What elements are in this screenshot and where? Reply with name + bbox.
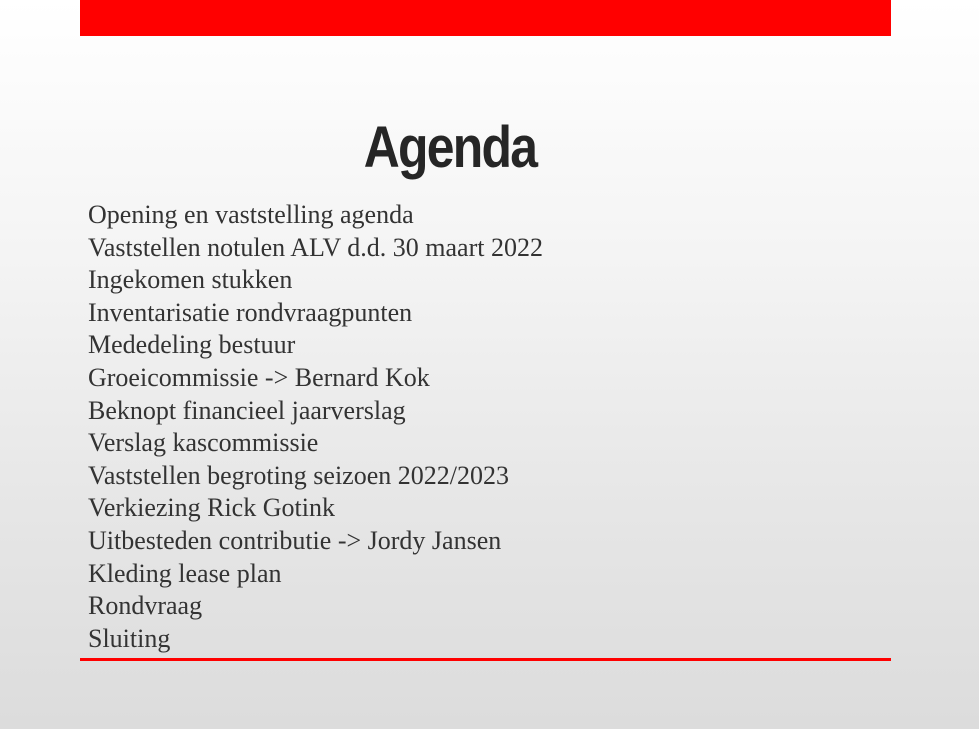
slide-title: Agenda	[363, 115, 537, 180]
agenda-item: Opening en vaststelling agenda	[88, 200, 414, 229]
agenda-item: Vaststellen notulen ALV d.d. 30 maart 2022	[88, 232, 543, 262]
agenda-item: Beknopt financieel jaarverslag	[88, 395, 406, 425]
agenda-item: Mededeling bestuur	[88, 330, 296, 360]
bottom-accent-rule	[80, 658, 891, 661]
agenda-item: Verslag kascommissie	[88, 428, 319, 458]
agenda-item: Inventarisatie rondvraagpunten	[88, 297, 413, 327]
agenda-item: Rondvraag	[88, 591, 203, 621]
top-accent-bar	[80, 0, 891, 36]
agenda-item: Ingekomen stukken	[88, 265, 293, 295]
agenda-item: Uitbesteden contributie -> Jordy Jansen	[88, 525, 502, 555]
agenda-item: Verkiezing Rick Gotink	[88, 493, 335, 523]
agenda-item: Sluiting	[88, 623, 171, 653]
agenda-item: Kleding lease plan	[88, 558, 282, 588]
agenda-item: Vaststellen begroting seizoen 2022/2023	[88, 460, 509, 490]
agenda-list	[88, 199, 543, 655]
agenda-item: Groeicommissie -> Bernard Kok	[88, 362, 430, 392]
